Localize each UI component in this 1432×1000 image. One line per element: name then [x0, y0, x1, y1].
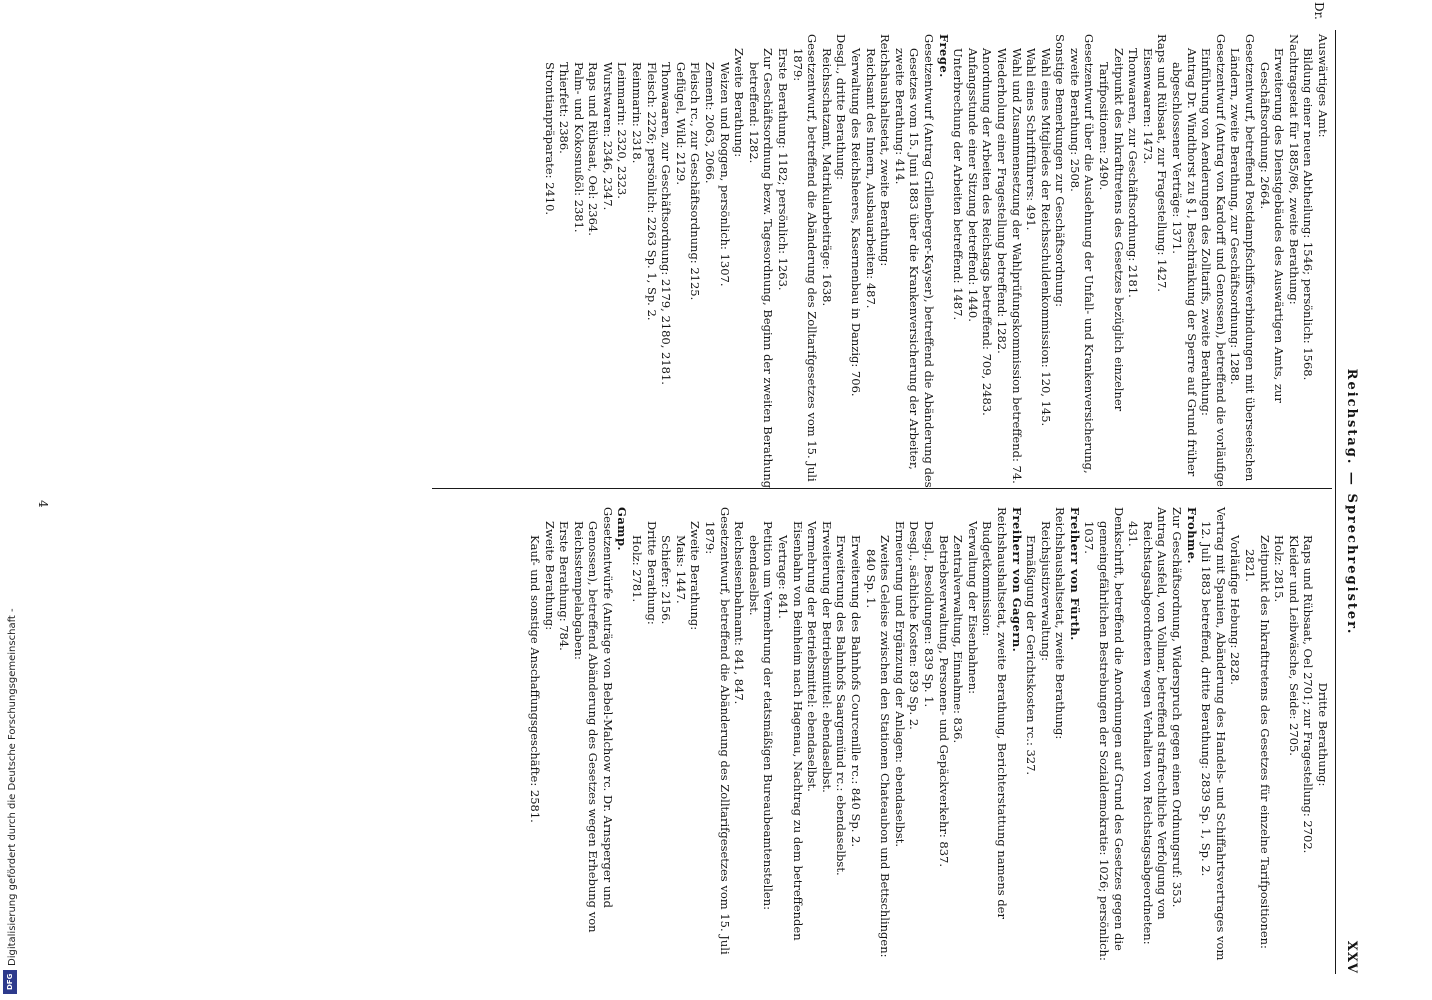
- register-entry: Vertrag mit Spanien, Abänderung des Handels- und Schiffahrtsvertrages vom 12. Juli 1883 betreffend, dritte Berathung: 2839 Sp. 1, Sp. 2.: [1199, 507, 1228, 965]
- register-name-heading: Freiherr von Gagern.: [1009, 507, 1024, 653]
- register-entry: Anordnung der Arbeiten des Reichstags betreffend: 709, 2483.: [980, 48, 995, 416]
- register-entry: Vorläufige Hebung: 2828.: [1228, 535, 1243, 685]
- right-column: [527, 507, 1330, 965]
- register-entry: Schiefer: 2156.: [659, 535, 674, 625]
- register-entry: Eisenwaaren: 1473.: [1140, 48, 1155, 164]
- register-entry: Reichsschatzamt, Matrikularbeiträge: 1638.: [819, 48, 834, 307]
- register-entry: Palm- und Kokosnußöl: 2381.: [571, 62, 586, 233]
- register-entry: Reinmarin: 2318.: [630, 62, 645, 164]
- register-entry: Verwaltung der Eisenbahnen:: [965, 521, 980, 695]
- register-entry: Zur Geschäftsordnung, Widerspruch gegen einen Ordnungsruf: 353.: [1170, 507, 1185, 908]
- register-entry: Holz: 2781.: [630, 535, 645, 603]
- register-name-heading: Gamp.: [615, 507, 630, 551]
- register-entry: Zement: 2063, 2066.: [703, 62, 718, 184]
- register-entry: Kleider und Leibwäsche, Seide: 2705.: [1286, 535, 1301, 756]
- register-entry: Holz: 2815.: [1272, 535, 1287, 603]
- register-entry: Gesetzentwurf (Antrag Grillenberger-Kayser), betreffend die Abänderung des Gesetzes vom 15. Juni 1883 über die Krankenversicherung der Arbeiter, zweite Berathung: 414.: [892, 34, 936, 492]
- register-entry: Erweiterung des Bahnhofs Saargemünd rc.: ebendaselbst.: [834, 535, 849, 876]
- register-entry: Dritte Berathung:: [644, 521, 659, 625]
- register-entry: Zentralverwaltung, Einnahme: 836.: [951, 535, 966, 744]
- register-entry: Nachtragsetat für 1885/86, zweite Berathung:: [1286, 34, 1301, 305]
- register-entry: Anfangsstunde einer Sitzung betreffend: 1440.: [965, 48, 980, 322]
- register-entry: Reichsjustizverwaltung:: [1038, 521, 1053, 661]
- register-entry: Zweite Berathung:: [732, 48, 747, 158]
- register-entry: Reichshaushaltsetat, zweite Berathung, Berichterstattung namens der Budgetkommission:: [980, 507, 1009, 923]
- register-entry: Wurstwaren: 2346, 2347.: [600, 62, 615, 211]
- page-header: [1335, 30, 1358, 974]
- register-entry: Verwaltung des Reichsheeres, Kasernenbau in Danzig: 706.: [849, 48, 863, 397]
- register-entry: Thonwaaren, zur Geschäftsordnung: 2181.: [1126, 48, 1141, 298]
- register-name-heading: Frege.: [936, 34, 951, 78]
- register-entry: Zeitpunkt des Inkrafttretens des Gesetzes für einzelne Tarifpositionen: 2821.: [1243, 535, 1272, 953]
- register-entry: Mais: 1447.: [673, 535, 688, 604]
- register-entry: Reichshaushaltsetat, zweite Berathung:: [878, 34, 893, 267]
- register-entry: Thonwaaren, zur Geschäftsordnung: 2179, 2180, 2181.: [659, 62, 674, 385]
- register-entry: Desgl., Besoldungen: 839 Sp. 1.: [921, 521, 936, 708]
- dfg-logo: DFG: [3, 970, 17, 994]
- register-entry: Zweite Berathung:: [542, 521, 557, 631]
- register-entry: Erweiterung des Bahnhofs Courcenille rc.: 840 Sp. 2.: [849, 535, 863, 847]
- register-entry: Gesetzentwurf (Antrag von Kardorff und Genossen), betreffend die vorläufige Einführung von Aenderungen des Zolltarifs, zweite Berathung:: [1199, 34, 1228, 491]
- register-entry: Gesetzentwurf, betreffend die Abänderung des Zolltarifgesetzes vom 15. Juli 1879:: [703, 507, 732, 959]
- register-entry: Petition um Vermehrung der etatsmäßigen Bureaubeamtenstellen: ebendaselbst.: [746, 521, 776, 914]
- register-entry: Erweiterung des Dienstgebäudes des Auswärtigen Amts, zur Geschäftsordnung: 2664.: [1257, 48, 1287, 407]
- register-entry: Reichshaushaltsetat, zweite Berathung:: [1053, 507, 1068, 740]
- page-number: XXV: [1344, 940, 1359, 974]
- register-entry: Strontianpräparate: 2410.: [542, 62, 557, 216]
- register-entry: Gesetzentwurf, betreffend Postdampfschiffsverbindungen mit überseeischen Ländern, zweite Berathung, zur Geschäftsordnung: 1288.: [1228, 34, 1258, 485]
- register-entry: Kauf- und sonstige Anschaffungsgeschäfte: 2581.: [527, 535, 542, 823]
- page-title: Reichstag. — Sprechregister.: [1344, 368, 1359, 636]
- register-entry: Erste Berathung: 784.: [557, 521, 572, 651]
- register-entry: Reichseisenbahnamt: 841, 847.: [732, 521, 747, 705]
- register-entry: Raps und Rübsaat, Oel: 2364.: [586, 62, 601, 236]
- footer-page-mark: 4: [36, 500, 50, 508]
- register-entry: Antrag Dr. Windthorst zu § 1, Beschränkung der Sperre auf Grund früher abgeschlossener Verträge: 1371.: [1170, 48, 1199, 480]
- register-entry: Wiederholung einer Fragestellung betreffend: 1282.: [994, 48, 1009, 354]
- register-entry: Auswärtiges Amt:: [1316, 34, 1330, 138]
- register-entry: Vermehrung der Betriebsmittel: ebendaselbst.: [805, 521, 820, 792]
- register-entry: Zweite Berathung:: [688, 521, 703, 631]
- register-entry: Raps und Rübsaat, Oel 2701; zur Fragestellung: 2702.: [1301, 535, 1316, 854]
- register-entry: Ermäßigung der Gerichtskosten rc.: 327.: [1024, 535, 1039, 776]
- left-column: [542, 34, 1330, 492]
- register-entry: Zur Geschäftsordnung bezw. Tagesordnung, Beginn der zweiten Berathung betreffend: 1282.: [746, 48, 776, 492]
- left-column-label: Dr.: [1312, 2, 1326, 20]
- digitization-sidebar: [0, 0, 22, 1000]
- column-divider: [432, 488, 1332, 489]
- register-entry: Fleisch: 2226; persönlich: 2263 Sp. 1, Sp. 2.: [644, 62, 659, 321]
- register-entry: Reichsamt des Innern, Ausbauarbeiten: 487.: [863, 48, 878, 309]
- register-entry: Bildung einer neuen Abtheilung: 1546; persönlich: 1568.: [1301, 48, 1316, 381]
- register-name-heading: Freiherr von Fürth.: [1067, 507, 1082, 641]
- register-entry: Sonstige Bemerkungen zur Geschäftsordnung:: [1053, 34, 1068, 307]
- register-entry: Zeitpunkt des Inkrafttretens des Gesetzes bezüglich einzelner Tarifpositionen: 2490.: [1097, 48, 1126, 415]
- register-entry: Eisenbahn von Beinheim nach Hagenau, Nachtrag zu dem betreffenden Vertrage: 841.: [776, 521, 805, 945]
- register-entry: Fleisch rc., zur Geschäftsordnung: 2125.: [688, 62, 703, 301]
- register-entry: Desgl., dritte Berathung:: [834, 34, 849, 180]
- dfg-credit-text: Digitalisierung gefördert durch die Deutsche Forschungsgemeinschaft -: [7, 608, 18, 966]
- register-entry: Geflügel, Wild: 2129.: [673, 62, 688, 186]
- register-entry: Erneuerung und Ergänzung der Anlagen: ebendaselbst.: [892, 521, 907, 848]
- register-entry: Erste Berathung: 1182; persönlich: 1263.: [776, 48, 791, 291]
- register-entry: Erweiterung der Betriebsmittel: ebendaselbst.: [819, 521, 834, 793]
- register-entry: Denkschrift, betreffend die Anordnungen auf Grund des Gesetzes gegen die gemeingefährlichen Bestrebungen der Sozialdemokratie: 1026; persönlich: 1037.: [1082, 507, 1126, 965]
- register-entry: Zweites Geleise zwischen den Stationen Chateaubon und Bettschlingen: 840 Sp. 1.: [863, 535, 893, 962]
- register-entry: Thierfett: 2386.: [557, 62, 572, 154]
- register-entry: Wahl und Zusammensetzung der Wahlprüfungskommission betreffend: 74.: [1009, 48, 1024, 484]
- register-entry: Wahl eines Schriftführers: 491.: [1024, 48, 1039, 231]
- register-entry: Gesetzentwurf über die Ausdehnung der Unfall- und Krankenversicherung, zweite Berathung: 2508.: [1067, 34, 1097, 478]
- register-entry: Betriebsverwaltung, Personen- und Gepäckverkehr: 837.: [936, 535, 951, 867]
- register-entry: Weizen und Roggen, persönlich: 1307.: [717, 62, 732, 287]
- register-entry: Gesetzentwurf, betreffend die Abänderung des Zolltarifgesetzes vom 15. Juli 1879:: [790, 34, 820, 486]
- register-name-heading: Frohme.: [1184, 507, 1199, 565]
- register-entry: Antrag Ausfeld, von Vollmar, betreffend strafrechtliche Verfolgung von Reichstagsabgeordneten wegen Verhalten von Reichstagsabgeordneten: 431.: [1126, 507, 1170, 949]
- register-entry: Gesetzentwürfe (Anträge von Bebel-Malchow rc. Dr. Arnsperger und Genossen), betreffend Abänderung des Gesetzes wegen Erhebung von Reichsstempelabgaben:: [571, 507, 615, 937]
- register-entry: Dritte Berathung:: [1316, 682, 1330, 787]
- register-entry: Wahl eines Mitgliedes der Reichsschuldenkommission: 120, 145.: [1038, 48, 1053, 427]
- register-entry: Raps und Rübsaat, zur Fragestellung: 1427.: [1155, 34, 1170, 292]
- register-entry: Leinmarin: 2320, 2323.: [615, 62, 630, 199]
- register-entry: Unterbrechung der Arbeiten betreffend: 1487.: [951, 48, 966, 321]
- register-entry: Desgl., sächliche Kosten: 839 Sp. 2.: [907, 521, 922, 730]
